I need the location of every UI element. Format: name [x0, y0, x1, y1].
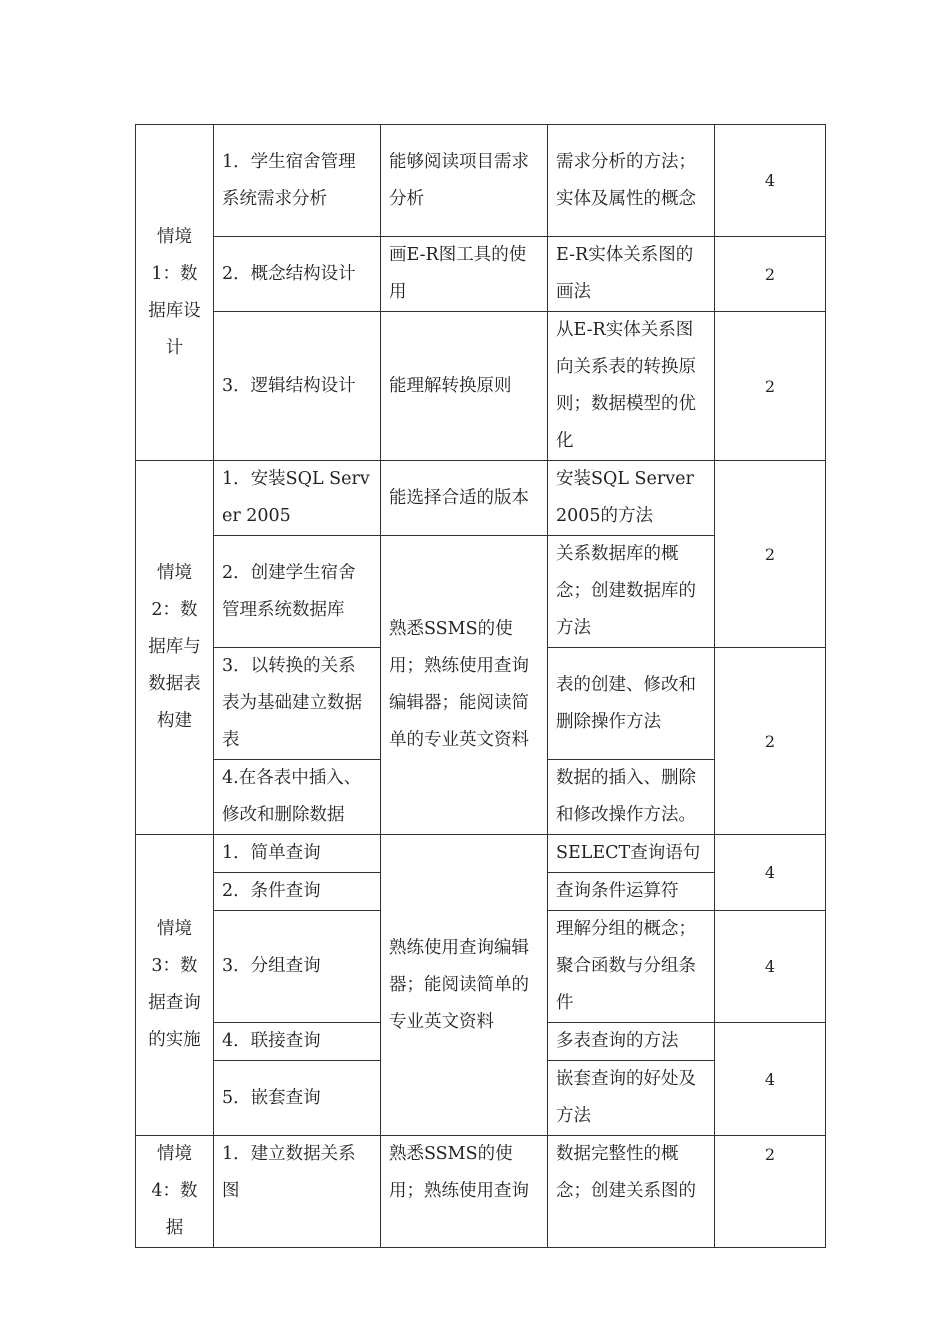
knowledge-cell: 安装SQL Server 2005的方法	[548, 461, 715, 536]
table-row	[136, 125, 826, 237]
knowledge-cell: 从E-R实体关系图向关系表的转换原则；数据模型的优化	[548, 312, 715, 461]
table-row	[136, 461, 826, 536]
hours-cell: 2	[715, 1136, 826, 1248]
task-cell: 2．概念结构设计	[214, 237, 381, 312]
task-cell: 3．逻辑结构设计	[214, 312, 381, 461]
task-cell: 2．创建学生宿舍管理系统数据库	[214, 536, 381, 648]
knowledge-cell: SELECT查询语句	[548, 835, 715, 873]
skill-cell: 能理解转换原则	[381, 312, 548, 461]
table-row	[136, 1136, 826, 1248]
knowledge-cell: 嵌套查询的好处及方法	[548, 1061, 715, 1136]
task-cell: 1．简单查询	[214, 835, 381, 873]
hours-cell: 4	[715, 125, 826, 237]
hours-cell: 4	[715, 835, 826, 911]
knowledge-cell: 需求分析的方法；实体及属性的概念	[548, 125, 715, 237]
task-cell: 1．学生宿舍管理系统需求分析	[214, 125, 381, 237]
task-cell: 5．嵌套查询	[214, 1061, 381, 1136]
hours-cell: 2	[715, 648, 826, 835]
situation-cell: 情境4：数据	[136, 1136, 214, 1248]
course-table	[135, 124, 826, 1248]
knowledge-cell: 数据完整性的概念；创建关系图的	[548, 1136, 715, 1248]
task-cell: 2．条件查询	[214, 873, 381, 911]
skill-cell: 能选择合适的版本	[381, 461, 548, 536]
task-cell: 3．分组查询	[214, 911, 381, 1023]
knowledge-cell: 理解分组的概念；聚合函数与分组条件	[548, 911, 715, 1023]
knowledge-cell: 关系数据库的概念；创建数据库的方法	[548, 536, 715, 648]
skill-cell: 熟练使用查询编辑器；能阅读简单的专业英文资料	[381, 835, 548, 1136]
task-cell: 4.在各表中插入、修改和删除数据	[214, 760, 381, 835]
hours-cell: 4	[715, 911, 826, 1023]
skill-cell: 画E-R图工具的使用	[381, 237, 548, 312]
table-row	[136, 237, 826, 312]
skill-cell: 能够阅读项目需求分析	[381, 125, 548, 237]
table-row	[136, 312, 826, 461]
skill-cell: 熟悉SSMS的使用；熟练使用查询	[381, 1136, 548, 1248]
situation-cell: 情境2：数据库与数据表构建	[136, 461, 214, 835]
knowledge-cell: E-R实体关系图的画法	[548, 237, 715, 312]
situation-cell: 情境1：数据库设计	[136, 125, 214, 461]
knowledge-cell: 表的创建、修改和删除操作方法	[548, 648, 715, 760]
hours-cell: 2	[715, 461, 826, 648]
task-cell: 4．联接查询	[214, 1023, 381, 1061]
hours-cell: 2	[715, 237, 826, 312]
hours-cell: 2	[715, 312, 826, 461]
task-cell: 3．以转换的关系表为基础建立数据表	[214, 648, 381, 760]
table-row	[136, 835, 826, 873]
hours-cell: 4	[715, 1023, 826, 1136]
task-cell: 1．建立数据关系图	[214, 1136, 381, 1248]
knowledge-cell: 多表查询的方法	[548, 1023, 715, 1061]
skill-cell: 熟悉SSMS的使用；熟练使用查询编辑器；能阅读简单的专业英文资料	[381, 536, 548, 835]
knowledge-cell: 数据的插入、删除和修改操作方法。	[548, 760, 715, 835]
knowledge-cell: 查询条件运算符	[548, 873, 715, 911]
task-cell: 1．安装SQL Server 2005	[214, 461, 381, 536]
situation-cell: 情境3：数据查询的实施	[136, 835, 214, 1136]
